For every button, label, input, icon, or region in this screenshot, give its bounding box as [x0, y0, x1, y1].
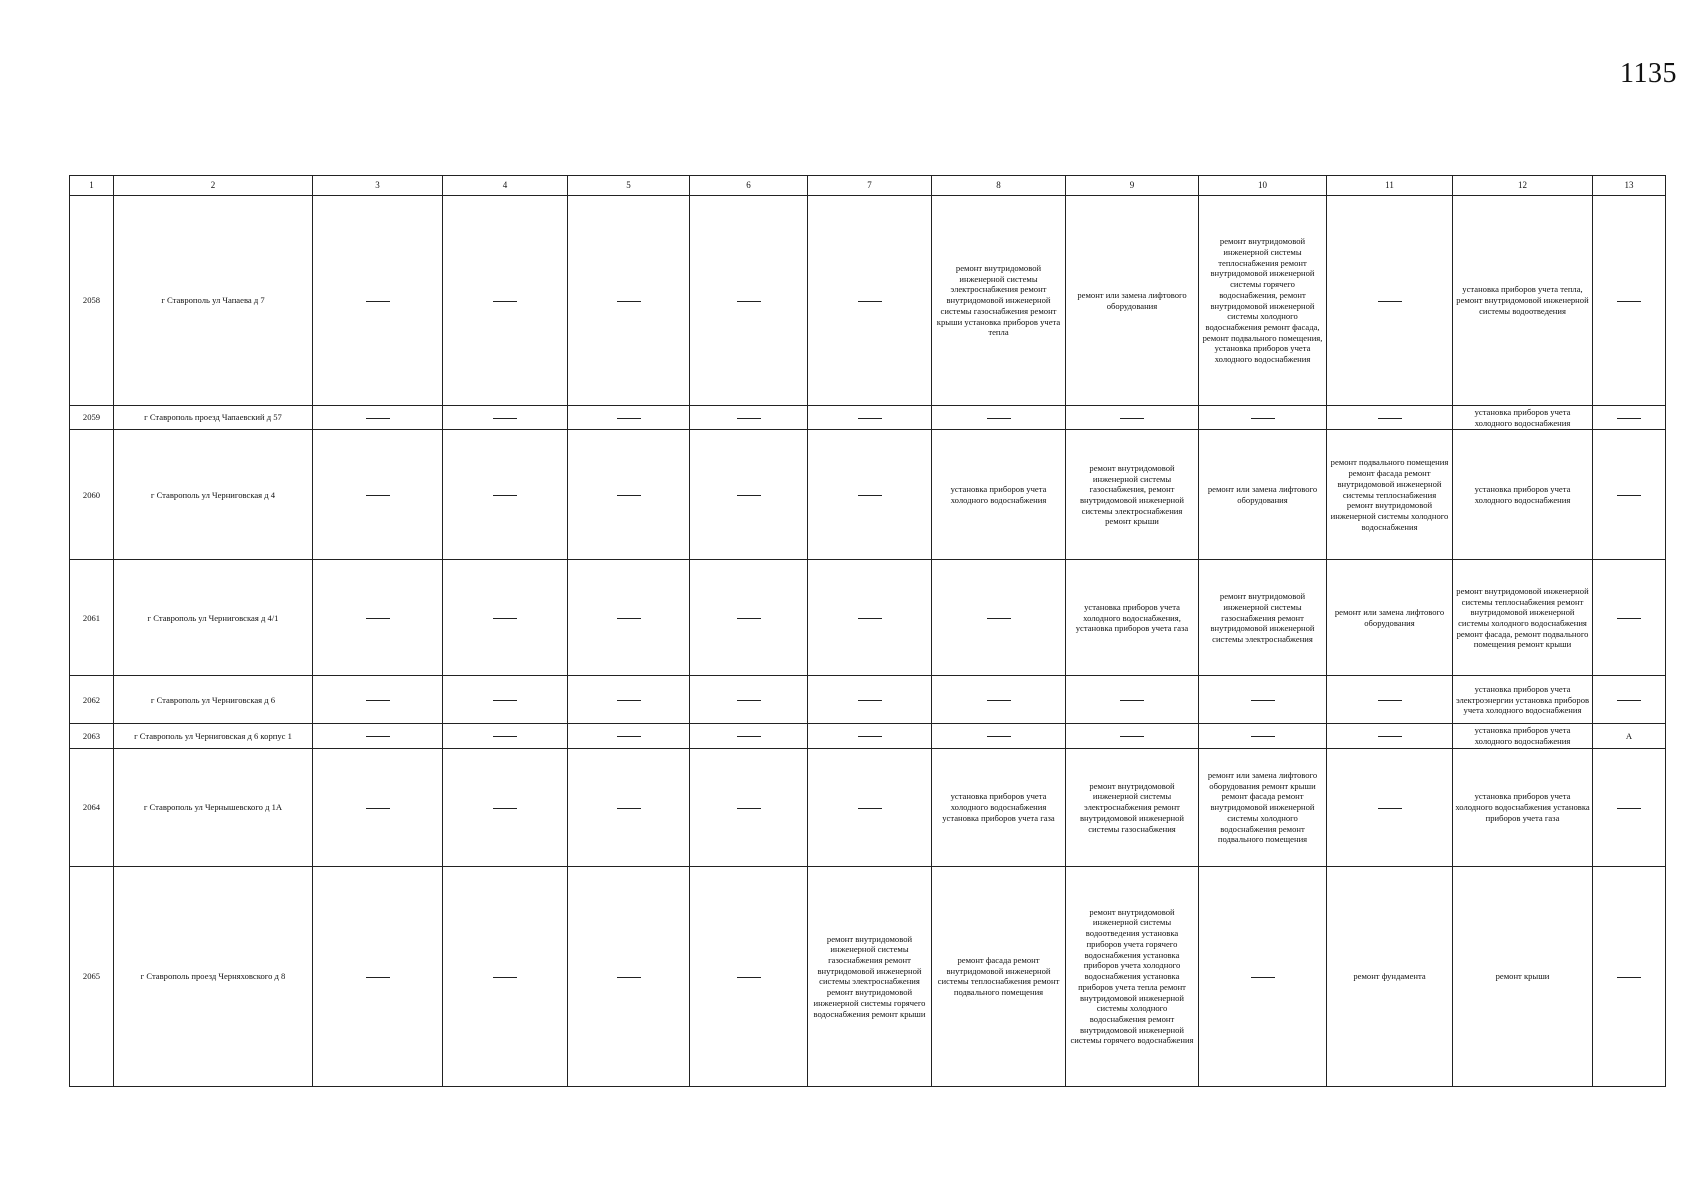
dash-mark — [366, 495, 390, 496]
column-number-cell: 2 — [114, 176, 313, 196]
dash-mark — [493, 418, 517, 419]
table-row — [70, 724, 1666, 748]
dash-mark — [493, 977, 517, 978]
work-type-cell: установка приборов учета холодного водоснабжения — [1453, 724, 1593, 748]
column-number-cell: 3 — [313, 176, 443, 196]
empty-cell — [313, 866, 443, 1086]
work-type-cell: А — [1593, 724, 1666, 748]
dash-mark — [1617, 495, 1641, 496]
row-number-cell: 2065 — [70, 866, 114, 1086]
empty-cell — [568, 560, 690, 676]
dash-mark — [617, 736, 641, 737]
empty-cell — [808, 748, 932, 866]
dash-mark — [1617, 618, 1641, 619]
work-type-cell: ремонт внутридомовой инженерной системы газоснабжения, ремонт внутридомовой инженерной системы электроснабжения ремонт крыши — [1066, 430, 1199, 560]
dash-mark — [987, 618, 1011, 619]
work-type-cell: установка приборов учета холодного водоснабжения — [1453, 430, 1593, 560]
empty-cell — [313, 560, 443, 676]
column-number-cell: 8 — [932, 176, 1066, 196]
row-number-cell: 2059 — [70, 406, 114, 430]
work-type-cell: ремонт или замена лифтового оборудования ремонт крыши ремонт фасада ремонт внутридомовой инженерной системы холодного водоснабжения ремонт подвального помещения — [1199, 748, 1327, 866]
dash-mark — [617, 700, 641, 701]
work-type-cell: ремонт крыши — [1453, 866, 1593, 1086]
dash-mark — [1378, 736, 1402, 737]
address-cell: г Ставрополь ул Черниговская д 6 корпус 1 — [114, 724, 313, 748]
address-cell: г Ставрополь ул Черниговская д 6 — [114, 676, 313, 724]
dash-mark — [1251, 418, 1275, 419]
empty-cell — [1199, 676, 1327, 724]
empty-cell — [690, 560, 808, 676]
empty-cell — [568, 748, 690, 866]
empty-cell — [932, 676, 1066, 724]
dash-mark — [858, 495, 882, 496]
table-row — [70, 866, 1666, 1086]
empty-cell — [1327, 196, 1453, 406]
dash-mark — [737, 301, 761, 302]
empty-cell — [443, 560, 568, 676]
work-type-cell: установка приборов учета холодного водоснабжения установка приборов учета газа — [932, 748, 1066, 866]
dash-mark — [858, 700, 882, 701]
empty-cell — [443, 406, 568, 430]
empty-cell — [690, 676, 808, 724]
address-cell: г Ставрополь ул Чапаева д 7 — [114, 196, 313, 406]
dash-mark — [737, 618, 761, 619]
dash-mark — [858, 301, 882, 302]
work-type-cell: ремонт внутридомовой инженерной системы водоотведения установка приборов учета горячего водоснабжения установка приборов учета холодного водоснабжения установка приборов учета тепла ремонт внутридомовой инженерной системы холодного водоснабжения ремонт внутридомовой инженерной системы горячего водоснабжения — [1066, 866, 1199, 1086]
column-number-cell: 13 — [1593, 176, 1666, 196]
dash-mark — [858, 418, 882, 419]
column-number-cell: 4 — [443, 176, 568, 196]
dash-mark — [987, 418, 1011, 419]
work-type-cell: установка приборов учета тепла, ремонт внутридомовой инженерной системы водоотведения — [1453, 196, 1593, 406]
address-cell: г Ставрополь ул Чернышевского д 1А — [114, 748, 313, 866]
dash-mark — [858, 736, 882, 737]
empty-cell — [808, 430, 932, 560]
empty-cell — [1593, 430, 1666, 560]
dash-mark — [617, 618, 641, 619]
dash-mark — [1378, 700, 1402, 701]
empty-cell — [1327, 724, 1453, 748]
dash-mark — [1378, 418, 1402, 419]
empty-cell — [1593, 196, 1666, 406]
table-row — [70, 676, 1666, 724]
empty-cell — [1593, 676, 1666, 724]
work-type-cell: установка приборов учета электроэнергии установка приборов учета холодного водоснабжения — [1453, 676, 1593, 724]
empty-cell — [443, 430, 568, 560]
empty-cell — [690, 748, 808, 866]
work-type-cell: ремонт фундамента — [1327, 866, 1453, 1086]
work-type-cell: ремонт или замена лифтового оборудования — [1199, 430, 1327, 560]
empty-cell — [808, 724, 932, 748]
empty-cell — [313, 748, 443, 866]
empty-cell — [1066, 676, 1199, 724]
work-type-cell: ремонт внутридомовой инженерной системы теплоснабжения ремонт внутридомовой инженерной системы горячего водоснабжения, ремонт внутридомовой инженерной системы холодного водоснабжения ремонт фасада, ремонт подвального помещения, установка приборов учета холодного водоснабжения — [1199, 196, 1327, 406]
dash-mark — [737, 977, 761, 978]
dash-mark — [493, 495, 517, 496]
empty-cell — [808, 406, 932, 430]
empty-cell — [313, 724, 443, 748]
dash-mark — [366, 977, 390, 978]
empty-cell — [1327, 676, 1453, 724]
empty-cell — [568, 196, 690, 406]
table-row — [70, 748, 1666, 866]
empty-cell — [932, 560, 1066, 676]
column-number-row — [70, 176, 1666, 196]
row-number-cell: 2058 — [70, 196, 114, 406]
empty-cell — [443, 866, 568, 1086]
dash-mark — [1251, 977, 1275, 978]
empty-cell — [1066, 406, 1199, 430]
dash-mark — [1120, 700, 1144, 701]
empty-cell — [568, 406, 690, 430]
row-number-cell: 2061 — [70, 560, 114, 676]
empty-cell — [1199, 406, 1327, 430]
dash-mark — [1120, 418, 1144, 419]
empty-cell — [1199, 866, 1327, 1086]
empty-cell — [690, 866, 808, 1086]
dash-mark — [987, 700, 1011, 701]
work-type-cell: ремонт подвального помещения ремонт фасада ремонт внутридомовой инженерной системы теплоснабжения ремонт внутридомовой инженерной системы холодного водоснабжения — [1327, 430, 1453, 560]
row-number-cell: 2064 — [70, 748, 114, 866]
column-number-cell: 1 — [70, 176, 114, 196]
empty-cell — [313, 676, 443, 724]
address-cell: г Ставрополь проезд Черняховского д 8 — [114, 866, 313, 1086]
dash-mark — [366, 736, 390, 737]
dash-mark — [1251, 736, 1275, 737]
dash-mark — [858, 618, 882, 619]
column-number-cell: 6 — [690, 176, 808, 196]
dash-mark — [1617, 977, 1641, 978]
empty-cell — [313, 196, 443, 406]
table-row — [70, 560, 1666, 676]
repair-program-table — [69, 175, 1666, 1087]
table-row — [70, 406, 1666, 430]
column-number-cell: 11 — [1327, 176, 1453, 196]
work-type-cell: установка приборов учета холодного водоснабжения установка приборов учета газа — [1453, 748, 1593, 866]
work-type-cell: ремонт внутридомовой инженерной системы теплоснабжения ремонт внутридомовой инженерной системы холодного водоснабжения ремонт фасада, ремонт подвального помещения ремонт крыши — [1453, 560, 1593, 676]
empty-cell — [1327, 748, 1453, 866]
empty-cell — [568, 866, 690, 1086]
column-number-cell: 9 — [1066, 176, 1199, 196]
empty-cell — [568, 430, 690, 560]
dash-mark — [737, 700, 761, 701]
dash-mark — [617, 301, 641, 302]
dash-mark — [617, 977, 641, 978]
dash-mark — [1120, 736, 1144, 737]
empty-cell — [690, 430, 808, 560]
dash-mark — [1617, 301, 1641, 302]
table-row — [70, 430, 1666, 560]
dash-mark — [1617, 700, 1641, 701]
empty-cell — [808, 676, 932, 724]
dash-mark — [1251, 700, 1275, 701]
dash-mark — [617, 808, 641, 809]
empty-cell — [313, 430, 443, 560]
empty-cell — [808, 196, 932, 406]
dash-mark — [737, 495, 761, 496]
dash-mark — [366, 301, 390, 302]
column-number-cell: 7 — [808, 176, 932, 196]
empty-cell — [443, 196, 568, 406]
page-number: 1135 — [1620, 58, 1677, 89]
work-type-cell: ремонт внутридомовой инженерной системы газоснабжения ремонт внутридомовой инженерной системы электроснабжения — [1199, 560, 1327, 676]
dash-mark — [858, 808, 882, 809]
empty-cell — [808, 560, 932, 676]
empty-cell — [443, 748, 568, 866]
work-type-cell: ремонт внутридомовой инженерной системы газоснабжения ремонт внутридомовой инженерной системы электроснабжения ремонт внутридомовой инженерной системы горячего водоснабжения ремонт крыши — [808, 866, 932, 1086]
dash-mark — [737, 808, 761, 809]
empty-cell — [1066, 724, 1199, 748]
empty-cell — [690, 406, 808, 430]
address-cell: г Ставрополь проезд Чапаевский д 57 — [114, 406, 313, 430]
work-type-cell: ремонт внутридомовой инженерной системы электроснабжения ремонт внутридомовой инженерной системы газоснабжения — [1066, 748, 1199, 866]
work-type-cell: установка приборов учета холодного водоснабжения — [932, 430, 1066, 560]
empty-cell — [1593, 866, 1666, 1086]
address-cell: г Ставрополь ул Черниговская д 4 — [114, 430, 313, 560]
column-number-cell: 10 — [1199, 176, 1327, 196]
empty-cell — [1593, 560, 1666, 676]
dash-mark — [493, 808, 517, 809]
dash-mark — [737, 418, 761, 419]
dash-mark — [1378, 301, 1402, 302]
dash-mark — [493, 736, 517, 737]
row-number-cell: 2062 — [70, 676, 114, 724]
column-number-cell: 5 — [568, 176, 690, 196]
dash-mark — [1617, 808, 1641, 809]
empty-cell — [443, 676, 568, 724]
empty-cell — [1327, 406, 1453, 430]
column-number-cell: 12 — [1453, 176, 1593, 196]
dash-mark — [1617, 418, 1641, 419]
dash-mark — [366, 618, 390, 619]
dash-mark — [366, 700, 390, 701]
work-type-cell: ремонт или замена лифтового оборудования — [1327, 560, 1453, 676]
address-cell: г Ставрополь ул Черниговская д 4/1 — [114, 560, 313, 676]
work-type-cell: ремонт фасада ремонт внутридомовой инженерной системы теплоснабжения ремонт подвального помещения — [932, 866, 1066, 1086]
empty-cell — [568, 724, 690, 748]
dash-mark — [737, 736, 761, 737]
empty-cell — [932, 406, 1066, 430]
empty-cell — [313, 406, 443, 430]
dash-mark — [617, 495, 641, 496]
dash-mark — [617, 418, 641, 419]
row-number-cell: 2063 — [70, 724, 114, 748]
empty-cell — [1593, 406, 1666, 430]
dash-mark — [493, 618, 517, 619]
row-number-cell: 2060 — [70, 430, 114, 560]
empty-cell — [1593, 748, 1666, 866]
empty-cell — [1199, 724, 1327, 748]
dash-mark — [366, 418, 390, 419]
dash-mark — [366, 808, 390, 809]
work-type-cell: установка приборов учета холодного водоснабжения — [1453, 406, 1593, 430]
dash-mark — [493, 700, 517, 701]
dash-mark — [987, 736, 1011, 737]
empty-cell — [443, 724, 568, 748]
dash-mark — [493, 301, 517, 302]
empty-cell — [690, 724, 808, 748]
work-type-cell: ремонт или замена лифтового оборудования — [1066, 196, 1199, 406]
table-row — [70, 196, 1666, 406]
empty-cell — [568, 676, 690, 724]
dash-mark — [1378, 808, 1402, 809]
work-type-cell: ремонт внутридомовой инженерной системы электроснабжения ремонт внутридомовой инженерной системы газоснабжения ремонт крыши установка приборов учета тепла — [932, 196, 1066, 406]
work-type-cell: установка приборов учета холодного водоснабжения, установка приборов учета газа — [1066, 560, 1199, 676]
empty-cell — [932, 724, 1066, 748]
empty-cell — [690, 196, 808, 406]
